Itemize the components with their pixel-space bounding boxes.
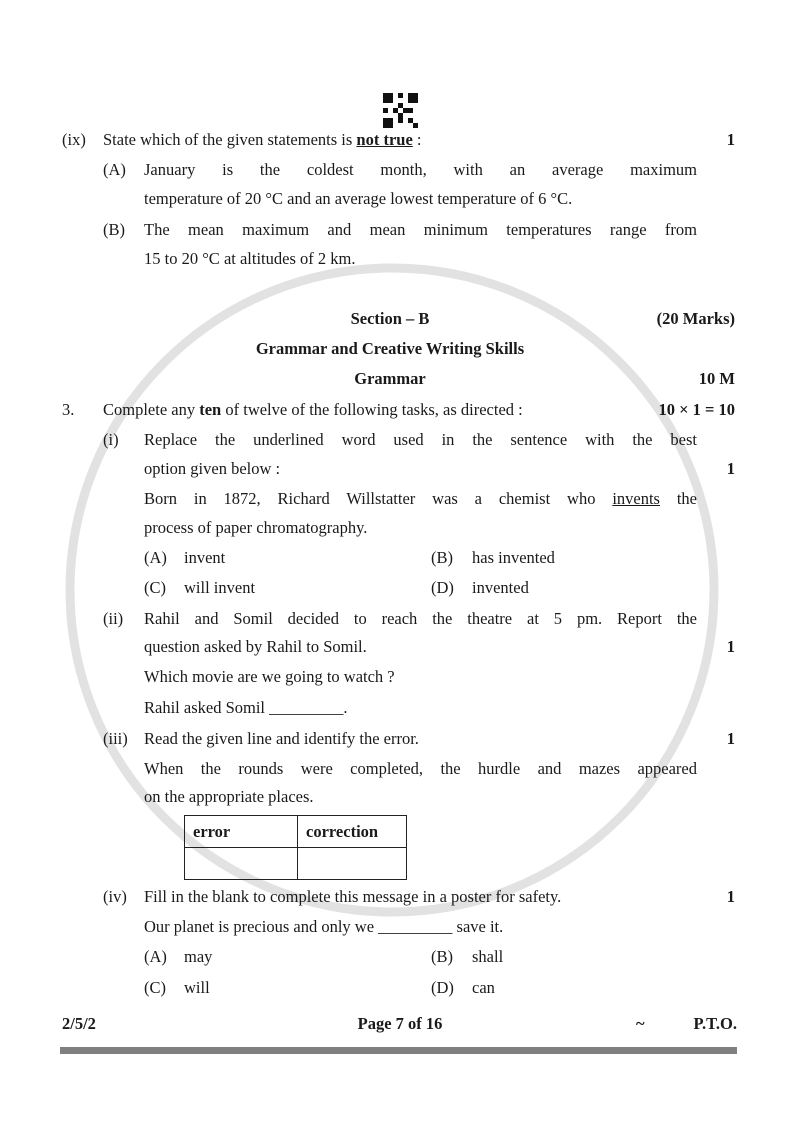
option-text: invented (472, 578, 529, 597)
question-text: Read the given line and identify the error. (144, 729, 419, 748)
sentence: Born in 1872, Richard Willstatter was a chemist who invents the (144, 489, 697, 508)
footer-rule (60, 1047, 737, 1054)
option-label: (D) (431, 578, 454, 597)
option-text: 15 to 20 °C at altitudes of 2 km. (144, 249, 356, 268)
question-number: 3. (62, 400, 75, 419)
question-number: (ii) (103, 609, 124, 628)
option-label: (C) (144, 578, 166, 597)
option-label: (B) (431, 548, 453, 567)
question-number: (ix) (62, 130, 86, 149)
option-label: (B) (103, 220, 125, 239)
option-text: January is the coldest month, with an average maximum (144, 160, 697, 179)
option-text: will invent (184, 578, 256, 597)
qr-code-icon (383, 93, 418, 128)
marks: 1 (726, 130, 735, 149)
option-label: (D) (431, 978, 454, 997)
option-text: has invented (472, 548, 555, 567)
section-title: Section – B (350, 309, 430, 328)
answer-blank: Rahil asked Somil _________. (144, 698, 348, 717)
question-number: (i) (103, 430, 119, 449)
marks: 1 (726, 729, 735, 748)
marks: 1 (726, 637, 735, 656)
option-text: temperature of 20 °C and an average lowest temperature of 6 °C. (144, 189, 573, 208)
option-label: (A) (144, 548, 167, 567)
option-label: (C) (144, 978, 166, 997)
part-title: Grammar (354, 369, 426, 388)
question-text: State which of the given statements is not true : (103, 130, 422, 149)
question-number: (iii) (103, 729, 128, 748)
question-text: Rahil and Somil decided to reach the theatre at 5 pm. Report the (144, 609, 697, 628)
table-header-error: error (185, 816, 298, 848)
option-label: (B) (431, 947, 453, 966)
sentence: process of paper chromatography. (144, 518, 368, 537)
direct-speech: Which movie are we going to watch ? (144, 667, 395, 686)
option-label: (A) (144, 947, 167, 966)
question-text: Replace the underlined word used in the sentence with the best (144, 430, 697, 449)
marks: 1 (726, 887, 735, 906)
sentence: When the rounds were completed, the hurdle and mazes appeared (144, 759, 697, 778)
section-marks: (20 Marks) (656, 309, 735, 328)
option-text: may (184, 947, 213, 966)
sentence: on the appropriate places. (144, 787, 314, 806)
marks: 10 × 1 = 10 (658, 400, 735, 419)
pto-label: P.T.O. (693, 1014, 737, 1033)
question-text: Fill in the blank to complete this message in a poster for safety. (144, 887, 562, 906)
option-text: shall (472, 947, 504, 966)
option-text: The mean maximum and mean minimum temperatures range from (144, 220, 697, 239)
sentence: Our planet is precious and only we _________ save it. (144, 917, 504, 936)
part-marks: 10 M (698, 369, 735, 388)
tilde-mark: ~ (636, 1014, 645, 1033)
paper-code: 2/5/2 (62, 1014, 96, 1033)
option-label: (A) (103, 160, 126, 179)
question-number: (iv) (103, 887, 127, 906)
error-correction-table (184, 815, 407, 880)
option-text: can (472, 978, 495, 997)
table-header-correction: correction (298, 816, 407, 848)
page-number: Page 7 of 16 (357, 1014, 443, 1033)
error-cell (185, 848, 298, 880)
question-text: option given below : (144, 459, 281, 478)
question-text: question asked by Rahil to Somil. (144, 637, 367, 656)
section-subtitle: Grammar and Creative Writing Skills (255, 339, 525, 358)
option-text: invent (184, 548, 226, 567)
question-text: Complete any ten of twelve of the following tasks, as directed : (103, 400, 523, 419)
correction-cell (298, 848, 407, 880)
marks: 1 (726, 459, 735, 478)
option-text: will (184, 978, 210, 997)
